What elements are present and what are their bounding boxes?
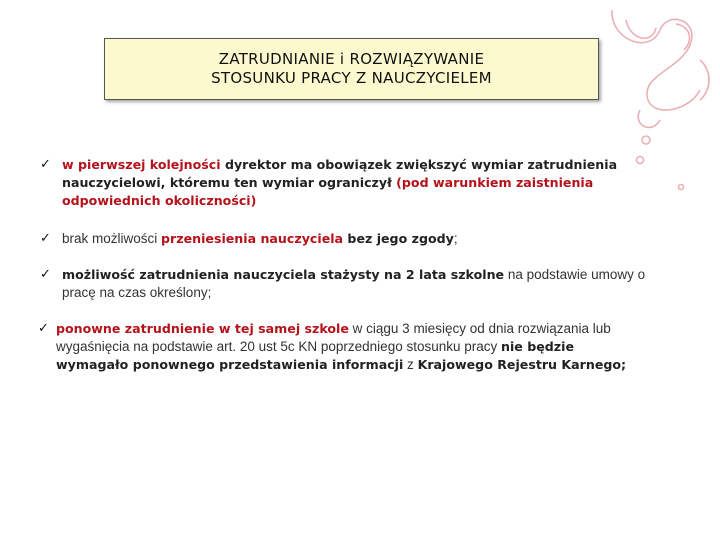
list-item bbox=[40, 156, 640, 210]
title-line-2: STOSUNKU PRACY Z NAUCZYCIELEM bbox=[211, 69, 492, 87]
item-4-text: w ciągu 3 miesięcy od dnia rozwiązania lub wygaśnięcia na podstawie art. 20 ust 5c KN poprzedniego stosunku pracy bbox=[56, 321, 611, 354]
item-3-text: na podstawie umowy o pracę na czas określony; bbox=[62, 267, 646, 300]
item-3-bold: możliwość zatrudnienia nauczyciela stażysty na 2 lata szkolne bbox=[62, 267, 505, 282]
item-2-text: brak możliwości bbox=[62, 231, 162, 246]
item-2-bold: bez jego zgody bbox=[343, 231, 454, 246]
checkmark-icon: ✓ bbox=[40, 231, 51, 246]
item-1-emphasis: w pierwszej kolejności bbox=[62, 157, 221, 172]
item-1-condition: (pod warunkiem zaistnienia odpowiednich okoliczności) bbox=[62, 175, 594, 208]
checkmark-icon: ✓ bbox=[38, 321, 49, 336]
list-item bbox=[40, 266, 660, 302]
title-line-1: ZATRUDNIANIE i ROZWIĄZYWANIE bbox=[218, 50, 485, 68]
item-4-emphasis: ponowne zatrudnienie w tej samej szkole bbox=[56, 321, 349, 336]
checkmark-icon: ✓ bbox=[40, 267, 51, 282]
item-4-connector: z bbox=[403, 357, 418, 372]
item-1-text: dyrektor ma obowiązek zwiększyć wymiar zatrudnienia nauczycielowi, któremu ten wymiar ograniczył bbox=[62, 157, 618, 190]
checkmark-icon: ✓ bbox=[40, 157, 51, 172]
list-item bbox=[38, 320, 650, 374]
item-4-registry: Krajowego Rejestru Karnego; bbox=[417, 357, 627, 372]
title-box bbox=[104, 38, 599, 100]
item-4-bold: nie będzie wymagało ponownego przedstawienia informacji bbox=[56, 339, 574, 372]
item-2-emphasis: przeniesienia nauczyciela bbox=[161, 231, 344, 246]
list-item bbox=[40, 230, 640, 248]
item-2-end: ; bbox=[453, 231, 458, 246]
